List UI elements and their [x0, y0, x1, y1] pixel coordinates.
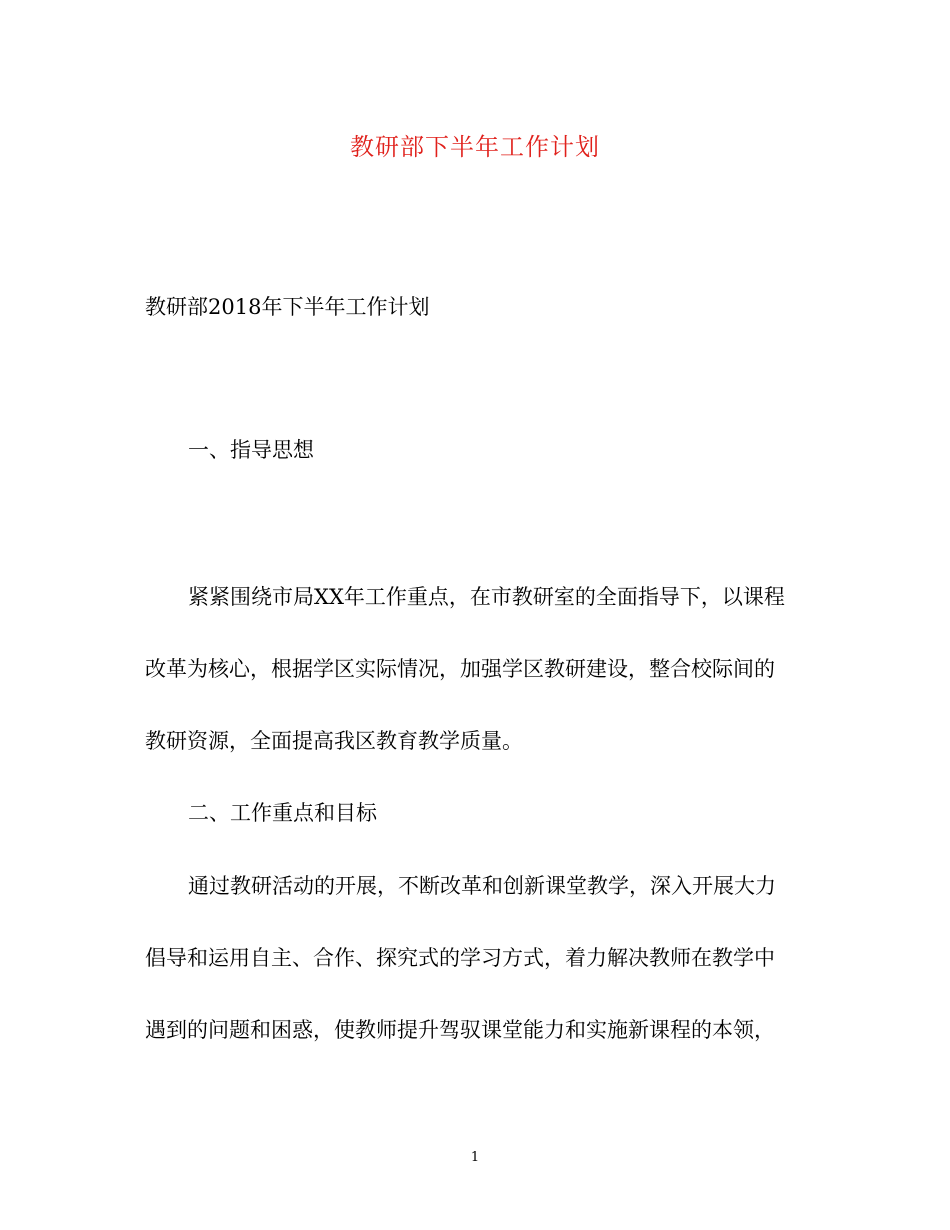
paragraph-line: 通过教研活动的开展，不断改革和创新课堂教学，深入开展大力 [188, 874, 776, 898]
section-heading-work-focus: 二、工作重点和目标 [188, 801, 377, 825]
paragraph-line: 紧紧围绕市局XX年工作重点，在市教研室的全面指导下，以课程 [188, 585, 785, 609]
section-heading-guiding-ideology: 一、指导思想 [188, 438, 314, 462]
paragraph-line: 倡导和运用自主、合作、探究式的学习方式，着力解决教师在教学中 [145, 946, 775, 970]
document-title: 教研部下半年工作计划 [350, 133, 600, 161]
paragraph-line: 改革为核心，根据学区实际情况，加强学区教研建设，整合校际间的 [145, 657, 775, 681]
page-number: 1 [470, 1150, 480, 1165]
paragraph-line: 遇到的问题和困惑，使教师提升驾驭课堂能力和实施新课程的本领， [145, 1018, 775, 1042]
paragraph-line: 教研资源，全面提高我区教育教学质量。 [145, 729, 523, 753]
document-subtitle: 教研部2018年下半年工作计划 [145, 295, 430, 319]
